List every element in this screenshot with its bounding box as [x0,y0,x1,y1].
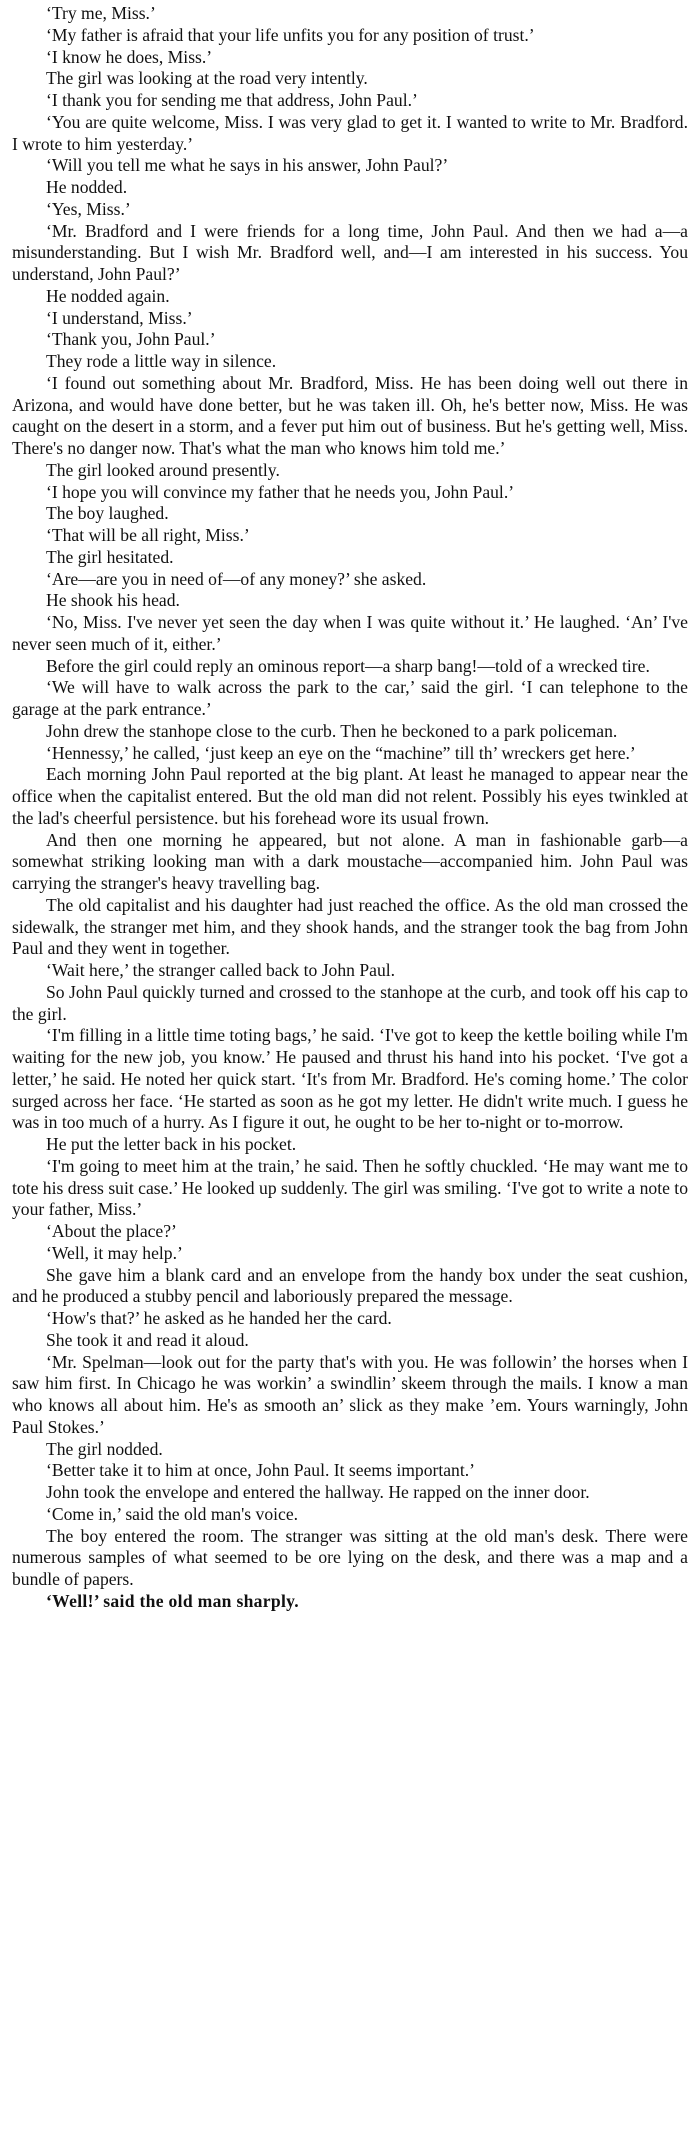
paragraph: She gave him a blank card and an envelope from the handy box under the seat cushion, and he produced a stubby pencil and laboriously prepared the message. [12,1264,688,1307]
paragraph: ‘About the place?’ [46,1221,177,1241]
paragraph: The girl was looking at the road very intently. [46,68,368,89]
paragraph: He nodded again. [46,285,170,306]
paragraph: John drew the stanhope close to the curb. Then he beckoned to a park policeman. [46,720,618,741]
paragraph: ‘Yes, Miss.’ [46,198,131,219]
paragraph: The girl looked around presently. [46,459,280,480]
paragraph: ‘I found out something about Mr. Bradford, Miss. He has been doing well out there in Arizona, and would have done better, but he was taken ill. Oh, he's better now, Miss. He was caught on the desert in a storm, and a fever put him out of business. But he's getting well, Miss. There's no danger now. That's what the man who knows him told me.’ [12,372,688,458]
paragraph: ‘I thank you for sending me that address, John Paul.’ [46,90,418,110]
paragraph: ‘You are quite welcome, Miss. I was very glad to get it. I wanted to write to Mr. Bradford. I wrote to him yesterday.’ [12,111,688,154]
paragraph: ‘Well!’ said the old man sharply. [46,1590,299,1611]
paragraph: ‘I know he does, Miss.’ [46,46,213,67]
paragraph: And then one morning he appeared, but not alone. A man in fashionable garb—a somewhat striking looking man with a dark moustache—accompanied him. John Paul was carrying the stranger's heavy travelling bag. [12,829,688,893]
paragraph: So John Paul quickly turned and crossed to the stanhope at the curb, and took off his cap to the girl. [12,981,688,1024]
paragraph: He shook his head. [46,590,180,611]
paragraph: ‘We will have to walk across the park to the car,’ said the girl. ‘I can telephone to the garage at the park entrance.’ [12,677,688,719]
paragraph: ‘Will you tell me what he says in his answer, John Paul?’ [46,155,449,176]
paragraph: ‘I'm going to meet him at the train,’ he said. Then he softly chuckled. ‘He may want me to tote his dress suit case.’ He looked up suddenly. The girl was smiling. ‘I've got to write a note to your father, Miss.’ [12,1155,688,1220]
paragraph: Each morning John Paul reported at the big plant. At least he managed to appear near the office when the capitalist entered. But the old man did not relent. Possibly his eyes twinkled at the lad's cheerful persistence. but his forehead wore its usual frown. [12,764,688,828]
paragraph: ‘I hope you will convince my father that he needs you, John Paul.’ [46,481,515,502]
paragraph: ‘Try me, Miss.’ [46,3,156,23]
paragraph: She took it and read it aloud. [46,1329,249,1350]
paragraph: ‘Mr. Spelman—look out for the party that's with you. He was followin’ the horses when I saw him first. In Chicago he was workin’ a swindlin’ skeem through the mails. I know a man who knows all about him. He's as smooth an’ slick as they make ’em. Yours warningly, John Paul Stokes.’ [12,1351,688,1437]
paragraph: ‘Hennessy,’ he called, ‘just keep an eye on the “machine” till th’ wreckers get here.’ [46,742,636,763]
paragraph: He nodded. [46,177,128,197]
paragraph: The girl nodded. [46,1438,163,1459]
paragraph: ‘That will be all right, Miss.’ [46,525,250,545]
paragraph: John took the envelope and entered the hallway. He rapped on the inner door. [46,1482,590,1502]
paragraph: ‘Are—are you in need of—of any money?’ she asked. [46,568,427,589]
paragraph: ‘How's that?’ he asked as he handed her the card. [46,1308,392,1328]
paragraph: ‘Come in,’ said the old man's voice. [46,1503,299,1524]
paragraph: ‘I understand, Miss.’ [46,307,193,328]
paragraph: They rode a little way in silence. [46,351,277,371]
paragraph: ‘My father is afraid that your life unfits you for any position of trust.’ [46,24,535,45]
paragraph: ‘Wait here,’ the stranger called back to John Paul. [46,960,396,980]
paragraph: ‘No, Miss. I've never yet seen the day when I was quite without it.’ He laughed. ‘An’ I've never seen much of it, either.’ [12,612,688,654]
paragraph: ‘Thank you, John Paul.’ [46,329,216,350]
paragraph: The boy entered the room. The stranger was sitting at the old man's desk. There were numerous samples of what seemed to be ore lying on the desk, and there was a map and a bundle of papers. [12,1525,688,1589]
paragraph: ‘Mr. Bradford and I were friends for a long time, John Paul. And then we had a—a misunderstanding. But I wish Mr. Bradford well, and—I am interested in his success. You understand, John Paul?’ [12,220,688,284]
paragraph: ‘I'm filling in a little time toting bags,’ he said. ‘I've got to keep the kettle boiling while I'm waiting for the new job, you know.’ He paused and thrust his hand into his pocket. ‘I've got a letter,’ he said. He noted her quick start. ‘It's from Mr. Bradford. He's coming home.’ The color surged across her face. ‘He started as soon as he got my letter. He didn't write much. I guess he was in too much of a hurry. As I figure it out, he ought to be her to-night or to-morrow. [12,1025,688,1133]
paragraph: Before the girl could reply an ominous report—a sharp bang!—told of a wrecked tire. [46,655,650,676]
paragraph: The old capitalist and his daughter had just reached the office. As the old man crossed the sidewalk, the stranger met him, and they shook hands, and the stranger took the bag from John Paul and they went in together. [12,894,688,959]
paragraph: ‘Better take it to him at once, John Paul. It seems important.’ [46,1460,475,1481]
paragraph: The boy laughed. [46,503,169,524]
paragraph: ‘Well, it may help.’ [46,1242,183,1263]
paragraph: He put the letter back in his pocket. [46,1134,297,1154]
paragraph: The girl hesitated. [46,546,174,567]
